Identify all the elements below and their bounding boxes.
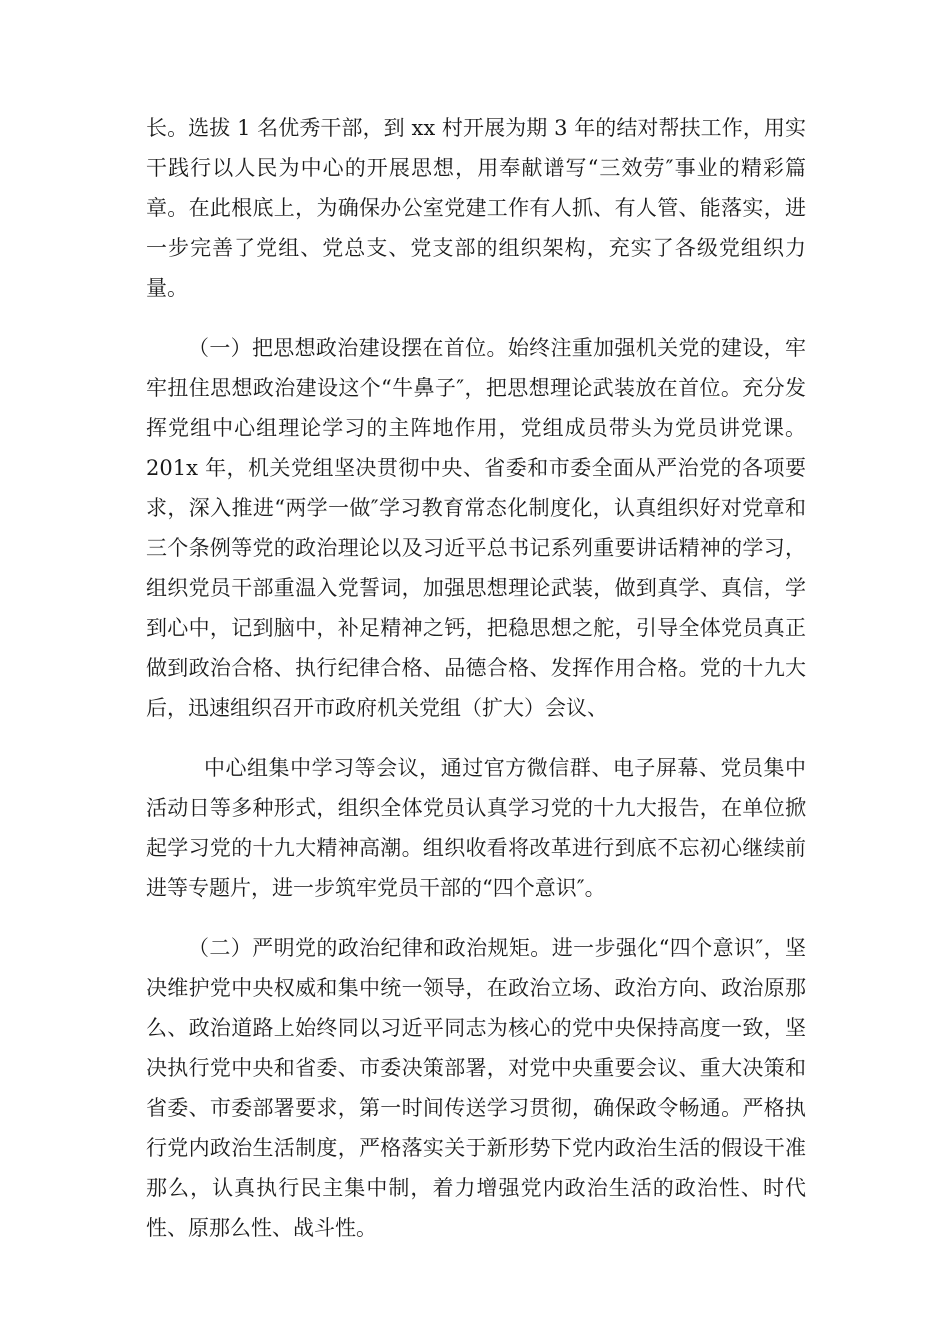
- paragraph-section-one: （一）把思想政治建设摆在首位。始终注重加强机关党的建设，牢牢扭住思想政治建设这个“牛鼻子″，把思想理论武装放在首位。充分发挥党组中心组理论学习的主阵地作用，党组成员带头为党员讲党课。201x 年，机关党组坚决贯彻中央、省委和市委全面从严治党的各项要求，深入推进“两学一做″学习教育常态化制度化，认真组织好对党章和三个条例等党的政治理论以及习近平总书记系列重要讲话精神的学习，组织党员干部重温入党誓词，加强思想理论武装，做到真学、真信，学到心中，记到脑中，补足精神之钙，把稳思想之舵，引导全体党员真正做到政治合格、执行纪律合格、品德合格、发挥作用合格。党的十九大后，迅速组织召开市政府机关党组（扩大）会议、: [146, 336, 806, 720]
- paragraph-continuation: 长。选拔 1 名优秀干部，到 xx 村开展为期 3 年的结对帮扶工作，用实干践行以人民为中心的开展思想，用奉献谱写“三效劳″事业的精彩篇章。在此根底上，为确保办公室党建工作有人抓、有人管、能落实，进一步完善了党组、党总支、党支部的组织架构，充实了各级党组织力量。: [146, 116, 806, 300]
- body-text: [146, 108, 806, 1248]
- paragraph-section-two: （二）严明党的政治纪律和政治规矩。进一步强化“四个意识″，坚决维护党中央权威和集中统一领导，在政治立场、政治方向、政治原那么、政治道路上始终同以习近平同志为核心的党中央保持高度一致，坚决执行党中央和省委、市委决策部署，对党中央重要会议、重大决策和省委、市委部署要求，第一时间传送学习贯彻，确保政令畅通。严格执行党内政治生活制度，严格落实关于新形势下党内政治生活的假设干准那么，认真执行民主集中制，着力增强党内政治生活的政治性、时代性、原那么性、战斗性。: [146, 936, 806, 1240]
- paragraph-section-one-continued: 中心组集中学习等会议，通过官方微信群、电子屏幕、党员集中活动日等多种形式，组织全体党员认真学习党的十九大报告，在单位掀起学习党的十九大精神高潮。组织收看将改革进行到底不忘初心继续前进等专题片，进一步筑牢党员干部的“四个意识″。: [146, 756, 806, 900]
